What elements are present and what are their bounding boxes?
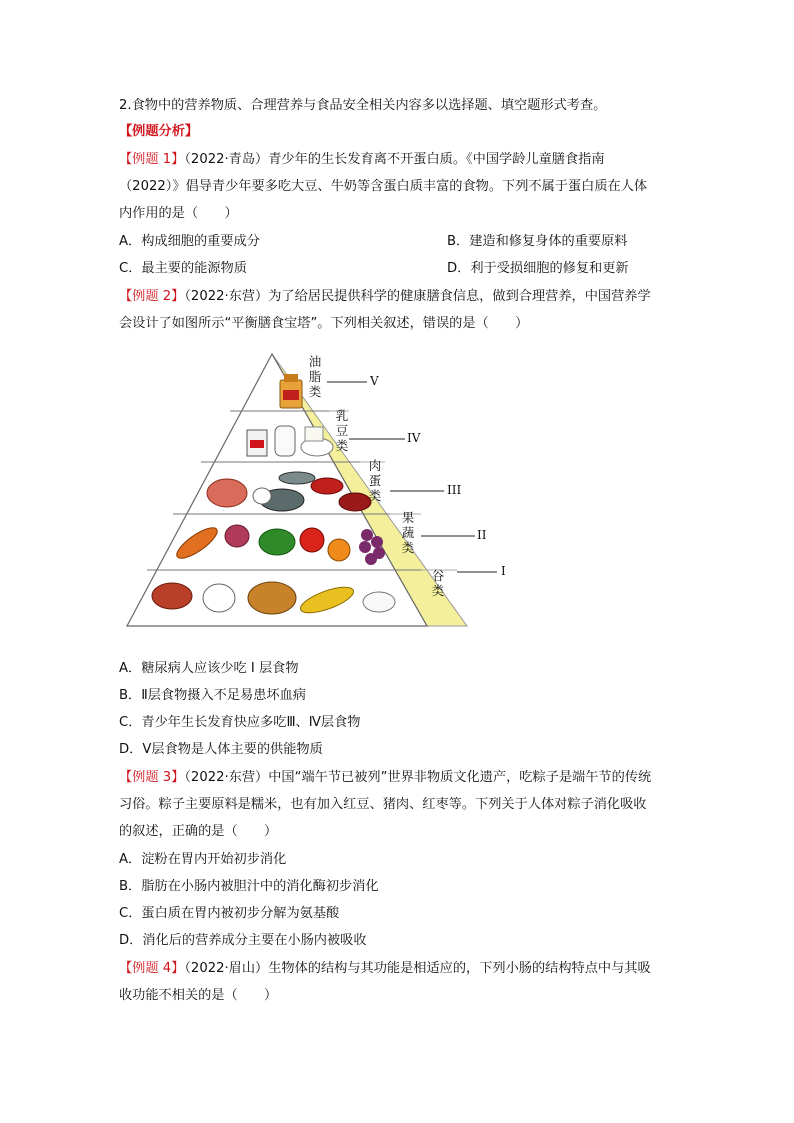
q1-text1: （2022·青岛）青少年的生长发育离不开蛋白质。《中国学龄儿童膳食指南 <box>184 152 605 167</box>
q3-line2: 习俗。粽子主要原料是糯米，也有加入红豆、猪肉、红枣等。下列关于人体对粽子消化吸收 <box>119 797 647 812</box>
q3-tag: 【例题 3】 <box>119 770 185 785</box>
q3-option-b: B．脂肪在小肠内被胆汁中的消化酶初步消化 <box>119 879 379 894</box>
q1-option-b: B．建造和修复身体的重要原料 <box>447 234 628 249</box>
q1-option-c: C．最主要的能源物质 <box>119 261 247 276</box>
layer-iv-label: 乳豆类 <box>335 408 349 453</box>
dairy-bean-icons <box>247 426 333 456</box>
q2-option-d: D．Ⅴ层食物是人体主要的供能物质 <box>119 742 323 757</box>
q4-line1 <box>119 959 651 979</box>
layer-ii-label: 果蔬类 <box>401 510 415 555</box>
q2-line1 <box>119 287 651 307</box>
roman-iv: IV <box>407 431 421 445</box>
q4-line2: 收功能不相关的是（ ） <box>119 988 278 1003</box>
q2-option-a: A．糖尿病人应该少吃 I 层食物 <box>119 661 299 676</box>
q2-option-b: B．Ⅱ层食物摄入不足易患坏血病 <box>119 688 306 703</box>
layer-i-label: 谷类 <box>431 568 445 598</box>
layer-iii-label: 肉蛋类 <box>368 458 382 503</box>
q4-text1: （2022·眉山）生物体的结构与其功能是相适应的，下列小肠的结构特点中与其吸 <box>184 961 651 976</box>
q3-text1: （2022·东营）中国“端午节已被列”世界非物质文化遗产，吃粽子是端午节的传统 <box>184 770 652 785</box>
q2-option-c: C．青少年生长发育快应多吃Ⅲ、Ⅳ层食物 <box>119 715 361 730</box>
q3-line3: 的叙述，正确的是（ ） <box>119 824 278 839</box>
q3-option-c: C．蛋白质在胃内被初步分解为氨基酸 <box>119 906 340 921</box>
q3-option-a: A．淀粉在胃内开始初步消化 <box>119 852 287 867</box>
q1-line1 <box>119 150 605 170</box>
q1-tag: 【例题 1】 <box>119 152 185 167</box>
q2-text1: （2022·东营）为了给居民提供科学的健康膳食信息，做到合理营养，中国营养学 <box>184 289 651 304</box>
layer-v-label: 油脂类 <box>308 354 322 399</box>
q1-line2: （2022）》倡导青少年要多吃大豆、牛奶等含蛋白质丰富的食物。下列不属于蛋白质在人体 <box>119 179 648 194</box>
q3-line1 <box>119 768 651 788</box>
food-pyramid-figure <box>117 350 517 630</box>
q2-tag: 【例题 2】 <box>119 289 185 304</box>
q3-option-d: D．消化后的营养成分主要在小肠内被吸收 <box>119 933 367 948</box>
q1-line3: 内作用的是（ ） <box>119 206 238 221</box>
roman-v: V <box>370 374 379 388</box>
roman-iii: III <box>447 483 462 497</box>
roman-i: I <box>501 564 506 578</box>
intro-text: 2.食物中的营养物质、合理营养与食品安全相关内容多以选择题、填空题形式考查。 <box>119 98 607 113</box>
q1-option-a: A．构成细胞的重要成分 <box>119 234 260 249</box>
roman-ii: II <box>477 528 487 542</box>
q1-option-d: D．利于受损细胞的修复和更新 <box>447 261 629 276</box>
q4-tag: 【例题 4】 <box>119 961 185 976</box>
q2-line2: 会设计了如图所示“平衡膳食宝塔”。下列相关叙述，错误的是（ ） <box>119 316 529 331</box>
section-heading: 【例题分析】 <box>119 124 199 139</box>
